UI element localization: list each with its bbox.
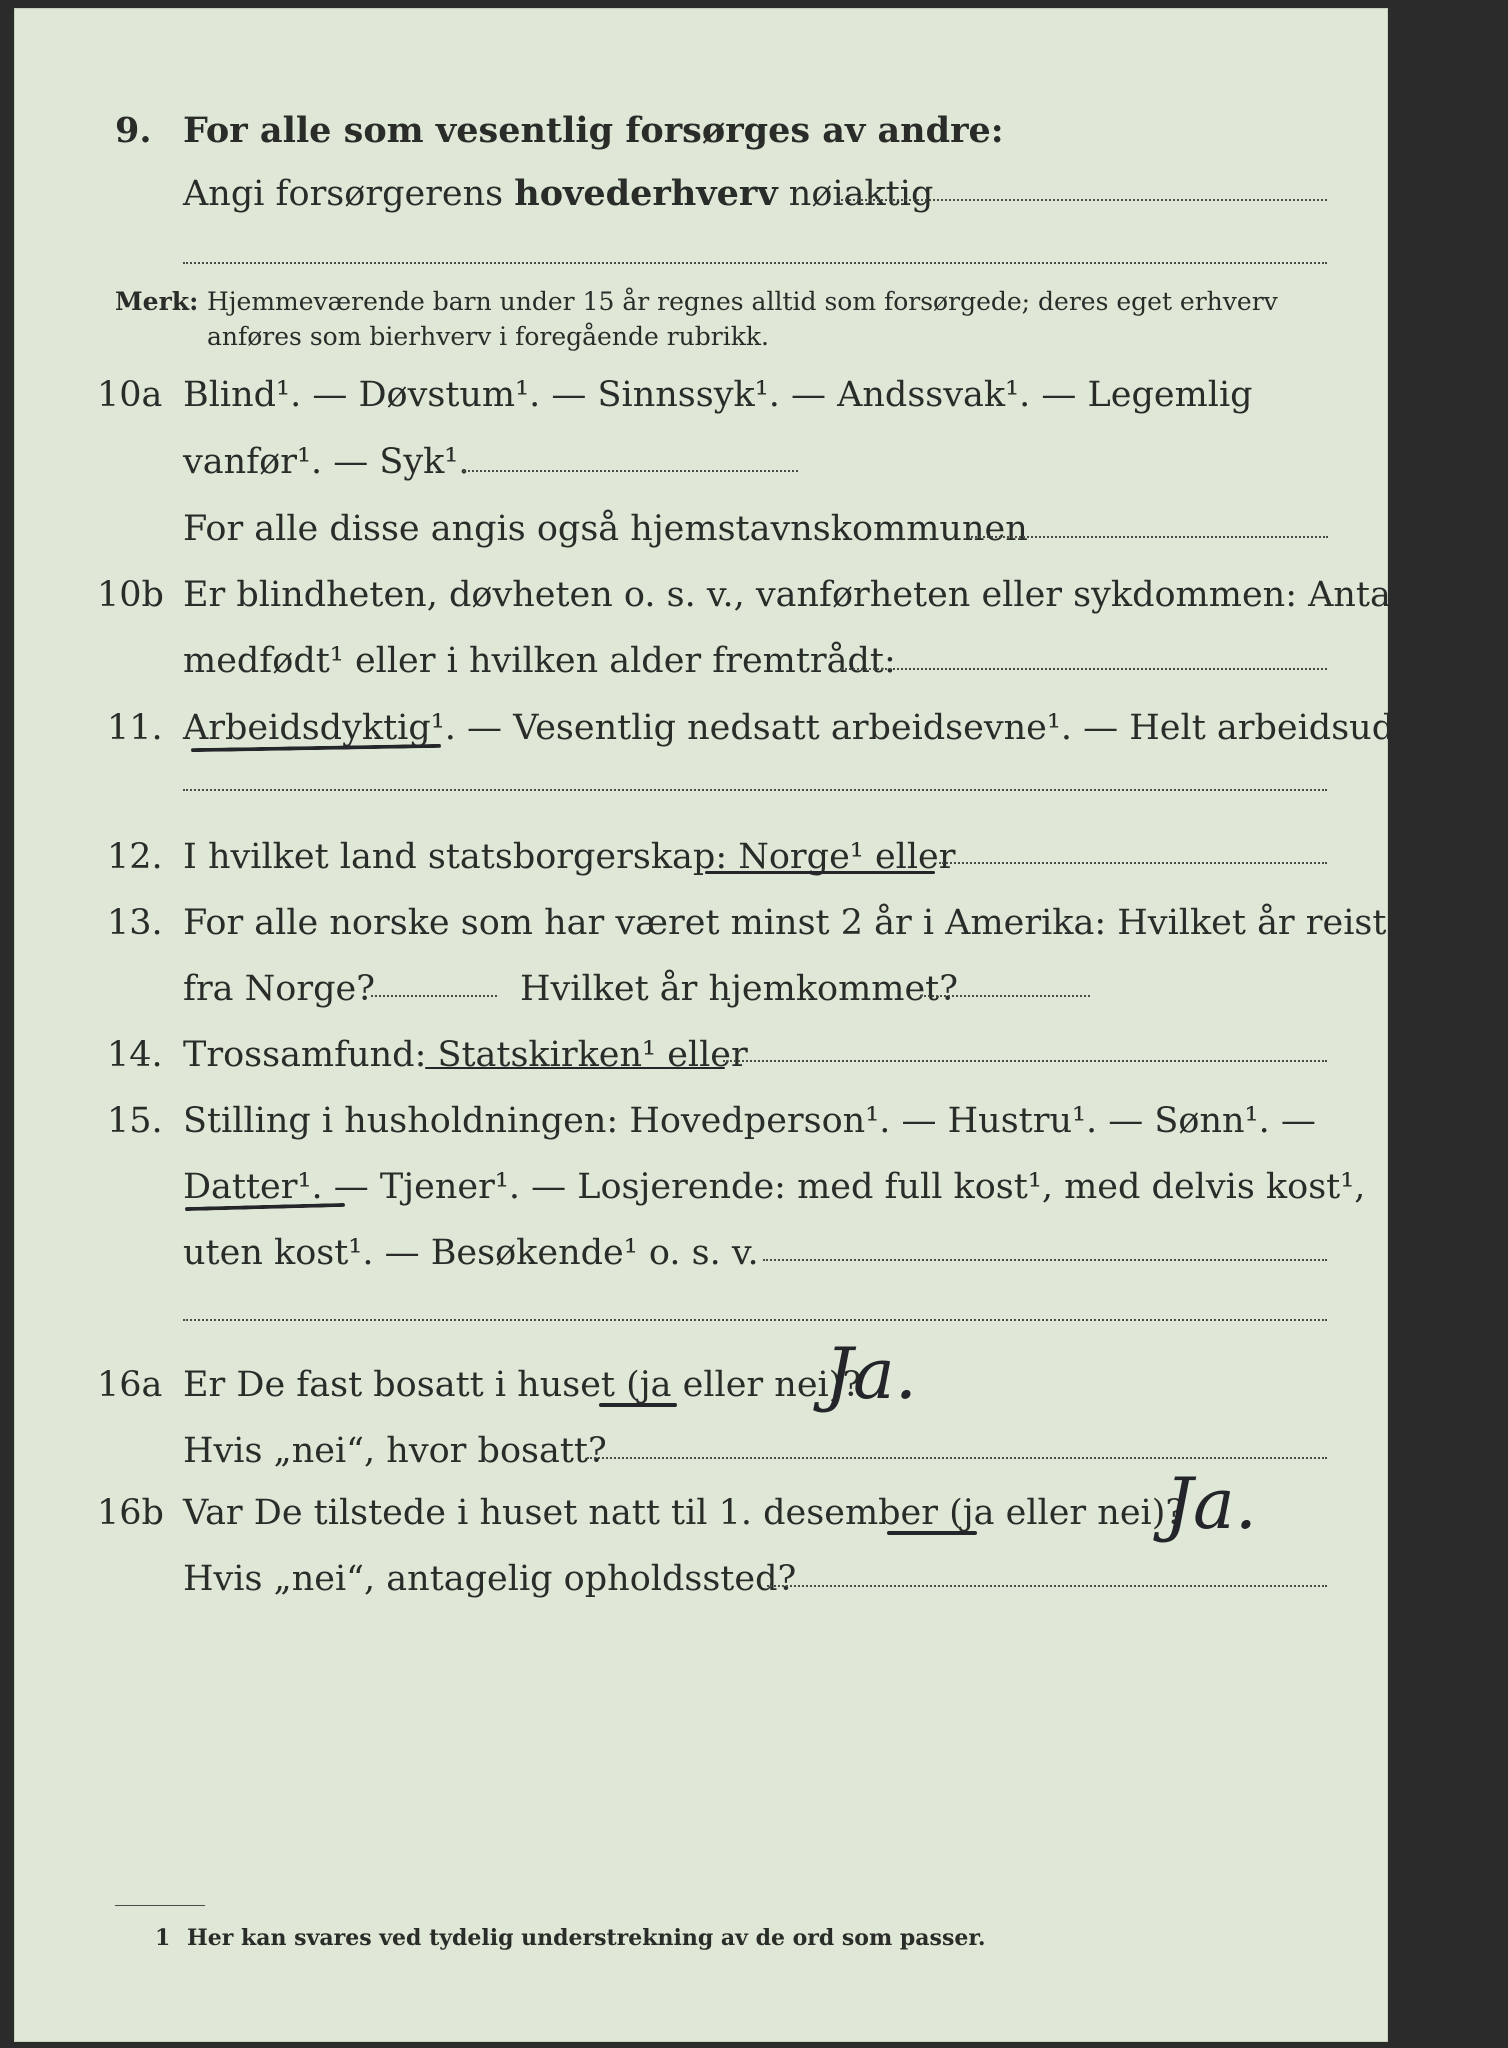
q9-answer-line-2[interactable]: [183, 262, 1327, 264]
q10b-line2: medfødt¹ eller i hvilken alder fremtrådt:: [183, 641, 896, 681]
footnote-text: Her kan svares ved tydelig understrekning av de ord som passer.: [187, 1925, 986, 1951]
q16a-handwritten-answer: Ja.: [825, 1333, 918, 1415]
q10a-line3: For alle disse angis også hjemstavnskommunen: [183, 509, 1028, 549]
q15-option-datter[interactable]: Datter¹.: [183, 1167, 323, 1207]
q16a-number: 16a: [97, 1365, 163, 1405]
q10a-answer-line[interactable]: [463, 470, 798, 472]
q11-line: [183, 706, 1508, 750]
merk-line1: Hjemmeværende barn under 15 år regnes alltid som forsørgede; deres eget erhverv: [207, 287, 1278, 316]
q9-number: 9.: [115, 110, 152, 151]
q12-option-norge[interactable]: Norge¹: [738, 837, 864, 877]
q13-line2a: fra Norge?: [183, 969, 375, 1009]
q12-text: I hvilket land statsborgerskap:: [183, 837, 739, 877]
footnote-rule: [115, 1905, 205, 1906]
q16a-line2: Hvis „nei“, hvor bosatt?: [183, 1431, 607, 1471]
q16a-underline-mark: [599, 1403, 677, 1407]
q9-line2-post: nøiaktig: [777, 174, 934, 214]
q9-answer-line[interactable]: [837, 199, 1327, 201]
q13-number: 13.: [107, 903, 163, 943]
q16b-number: 16b: [97, 1493, 164, 1533]
q9-line2: [183, 172, 933, 216]
q11-option-arbeidsdyktig[interactable]: Arbeidsdyktig¹.: [183, 708, 456, 748]
q15-line2-rest: — Tjener¹. — Losjerende: med full kost¹, med delvis kost¹,: [322, 1167, 1366, 1207]
q14-option-statskirken[interactable]: Statskirken¹: [437, 1035, 657, 1075]
q11-rest: — Vesentlig nedsatt arbeidsevne¹. — Helt arbeidsudyktig¹.: [455, 708, 1508, 748]
q13-hjemkommet-line[interactable]: [920, 995, 1090, 997]
q15-line2: [183, 1165, 1365, 1209]
q10a-line2: vanfør¹. — Syk¹.: [183, 442, 470, 482]
q10b-number: 10b: [97, 575, 164, 615]
q12-answer-line[interactable]: [939, 862, 1327, 864]
q16b-handwritten-answer: Ja.: [1165, 1463, 1258, 1545]
q13-line2b: Hvilket år hjemkommet?: [520, 969, 959, 1009]
q14-number: 14.: [107, 1035, 163, 1075]
q14-eller: eller: [656, 1035, 748, 1075]
merk-line2: anføres som bierhverv i foregående rubrikk.: [207, 322, 769, 351]
q15-line3: uten kost¹. — Besøkende¹ o. s. v.: [183, 1233, 759, 1273]
q10a-line1: Blind¹. — Døvstum¹. — Sinnssyk¹. — Andssvak¹. — Legemlig: [183, 375, 1253, 415]
q16b-line2: Hvis „nei“, antagelig opholdssted?: [183, 1559, 797, 1599]
q9-line2-bold: hovederhverv: [514, 173, 778, 214]
q9-title: For alle som vesentlig forsørges av andre:: [183, 110, 1004, 151]
merk-label: Merk:: [115, 287, 199, 316]
q10a-number: 10a: [97, 375, 163, 415]
q14-underline-mark: [425, 1067, 725, 1069]
q15-line1: Stilling i husholdningen: Hovedperson¹. — Hustru¹. — Sønn¹. —: [183, 1101, 1316, 1141]
footnote-mark: 1: [155, 1925, 171, 1951]
q10a-hjemstavn-line[interactable]: [968, 536, 1328, 538]
q15-answer-line[interactable]: [763, 1259, 1327, 1261]
q14-answer-line[interactable]: [723, 1060, 1327, 1062]
q16a-answer-line[interactable]: [587, 1457, 1327, 1459]
q16a-line1: Er De fast bosatt i huset (ja eller nei)?: [183, 1365, 862, 1405]
q12-eller: eller: [863, 837, 956, 877]
q12-underline-mark: [705, 871, 935, 874]
q13-line1: For alle norske som har været minst 2 år i Amerika: Hvilket år reist: [183, 903, 1387, 943]
q14-text: Trossamfund:: [183, 1035, 438, 1075]
q9-line2-text: Angi forsørgerens: [183, 174, 515, 214]
q10b-line1: Er blindheten, døvheten o. s. v., vanførheten eller sykdommen: Antagelig: [183, 575, 1479, 615]
q16b-underline-mark: [887, 1531, 977, 1535]
q11-number: 11.: [107, 708, 163, 748]
census-form-page: [14, 8, 1508, 2042]
q12-number: 12.: [107, 837, 163, 877]
q14-line: [183, 1033, 748, 1077]
q11-answer-line[interactable]: [183, 789, 1327, 791]
q15-answer-line-2[interactable]: [183, 1319, 1327, 1321]
q15-number: 15.: [107, 1101, 163, 1141]
q13-reist-line[interactable]: [371, 995, 497, 997]
q16b-answer-line[interactable]: [767, 1585, 1327, 1587]
q16b-line1: Var De tilstede i huset natt til 1. desember (ja eller nei)?: [183, 1493, 1185, 1533]
q10b-answer-line[interactable]: [841, 668, 1327, 670]
